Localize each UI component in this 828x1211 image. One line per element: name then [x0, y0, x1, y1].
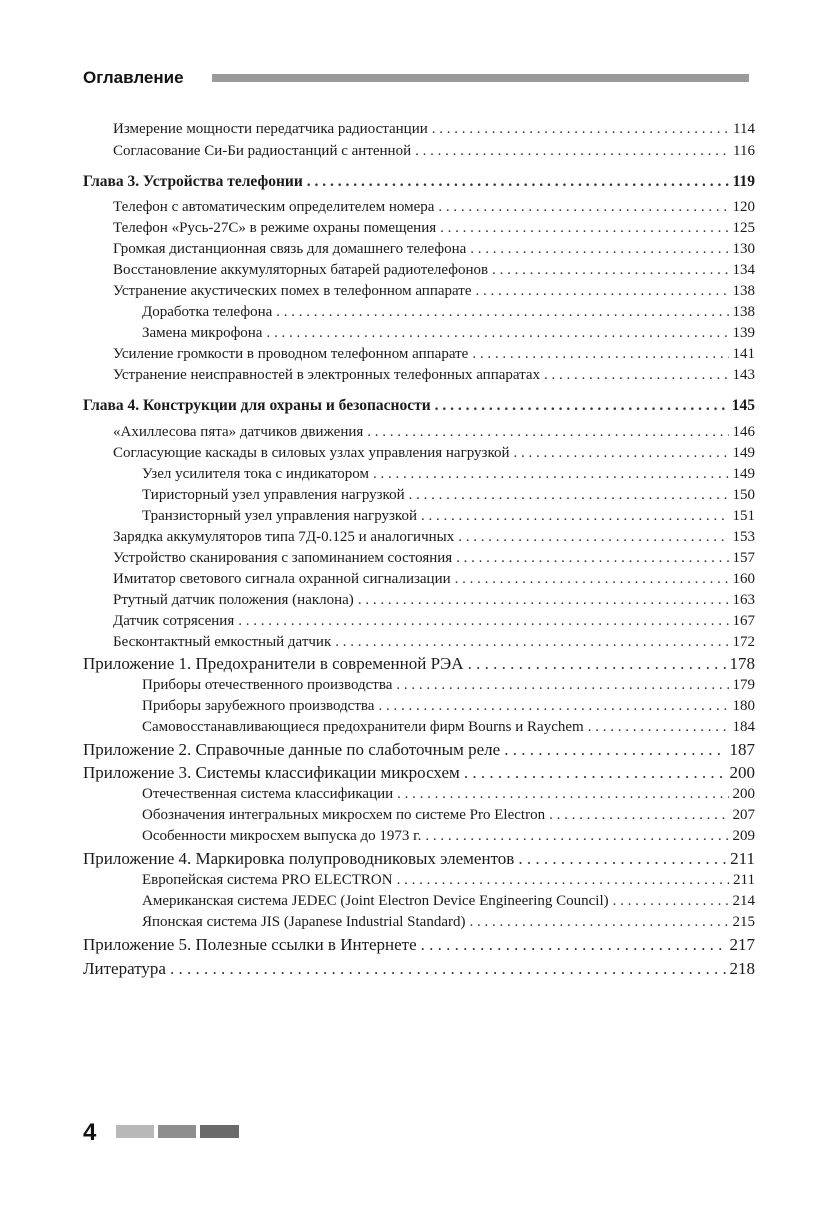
toc-page-number: 116 [733, 143, 755, 159]
toc-entry[interactable] [113, 199, 755, 219]
toc-leader [613, 893, 729, 910]
toc-entry[interactable] [113, 367, 755, 387]
toc-page-number: 214 [732, 893, 755, 909]
toc-subentry[interactable] [142, 466, 755, 486]
toc-page-number: 211 [730, 849, 755, 868]
toc-page-number: 211 [733, 872, 755, 888]
toc-page-number: 119 [732, 173, 755, 190]
toc-leader [456, 550, 728, 567]
toc-page-number: 209 [732, 828, 755, 844]
toc-leader [472, 346, 728, 363]
toc-leader [544, 367, 728, 384]
toc-leader [367, 424, 728, 441]
toc-leader [276, 304, 728, 321]
toc-page-number: 178 [729, 654, 755, 673]
toc-appendix[interactable] [83, 849, 755, 871]
toc-entry-title: Громкая дистанционная связь для домашнего телефона [113, 241, 467, 257]
toc-page-number: 138 [732, 283, 755, 299]
toc-entry[interactable] [113, 613, 755, 633]
toc-page-number: 163 [732, 592, 755, 608]
toc-leader [468, 654, 726, 674]
toc-appendix[interactable] [83, 959, 755, 981]
toc-entry-title: Согласование Си-Би радиостанций с антенной [113, 143, 412, 159]
toc-page-number: 200 [729, 763, 755, 782]
toc-subentry[interactable] [142, 807, 755, 827]
toc-entry-title: Японская система JIS (Japanese Industrial Standard) [142, 914, 466, 930]
toc-leader [170, 959, 726, 979]
toc-entry-title: Устранение акустических помех в телефонном аппарате [113, 283, 472, 299]
toc-entry-title: Приложение 5. Полезные ссылки в Интернете [83, 935, 417, 954]
toc-entry[interactable] [113, 424, 755, 444]
toc-entry-title: Телефон с автоматическим определителем номера [113, 199, 435, 215]
toc-page-number: 172 [732, 634, 755, 650]
page-number: 4 [83, 1119, 97, 1146]
footer-decoration-bar [116, 1125, 154, 1138]
toc-page-number: 146 [732, 424, 755, 440]
toc-leader [378, 698, 728, 715]
toc-entry[interactable] [113, 121, 755, 141]
toc-entry[interactable] [113, 634, 755, 654]
toc-entry-title: Замена микрофона [142, 325, 263, 341]
toc-appendix[interactable] [83, 654, 755, 676]
toc-chapter[interactable] [83, 173, 755, 195]
toc-entry-title: Бесконтактный емкостный датчик [113, 634, 332, 650]
toc-entry[interactable] [113, 143, 755, 163]
toc-subentry[interactable] [142, 508, 755, 528]
toc-entry-title: Приборы зарубежного производства [142, 698, 375, 714]
toc-page-number: 200 [732, 786, 755, 802]
toc-page-number: 187 [729, 740, 755, 759]
toc-leader [415, 143, 729, 160]
header-title: Оглавление [83, 68, 184, 87]
toc-page-number: 217 [729, 935, 755, 954]
toc-entry[interactable] [113, 571, 755, 591]
toc-page-number: 160 [732, 571, 755, 587]
toc-entry[interactable] [113, 283, 755, 303]
toc-leader [518, 849, 726, 869]
toc-page-number: 150 [732, 487, 755, 503]
toc-appendix[interactable] [83, 763, 755, 785]
toc-subentry[interactable] [142, 304, 755, 324]
toc-page-number: 134 [732, 262, 755, 278]
toc-subentry[interactable] [142, 893, 755, 913]
toc-entry[interactable] [113, 346, 755, 366]
toc-entry-title: Датчик сотрясения [113, 613, 235, 629]
toc-leader [266, 325, 728, 342]
toc-subentry[interactable] [142, 914, 755, 934]
footer-decoration-bar [158, 1125, 196, 1138]
toc-entry-title: Устранение неисправностей в электронных телефонных аппаратах [113, 367, 541, 383]
toc-page-number: 125 [732, 220, 755, 236]
toc-leader [335, 634, 728, 651]
toc-subentry[interactable] [142, 719, 755, 739]
toc-leader [421, 508, 729, 525]
toc-entry-title: Восстановление аккумуляторных батарей радиотелефонов [113, 262, 489, 278]
toc-entry-title: Тиристорный узел управления нагрузкой [142, 487, 405, 503]
toc-entry-title: Измерение мощности передатчика радиостанции [113, 121, 428, 137]
toc-entry-title: Глава 4. Конструкции для охраны и безопасности [83, 397, 431, 414]
toc-leader [492, 262, 728, 279]
toc-entry-title: Приложение 2. Справочные данные по слаботочным реле [83, 740, 501, 759]
toc-page-number: 139 [732, 325, 755, 341]
toc-leader [396, 677, 728, 694]
toc-entry-title: Усиление громкости в проводном телефонном аппарате [113, 346, 469, 362]
toc-page-number: 138 [732, 304, 755, 320]
footer-decoration-bar [200, 1125, 239, 1138]
toc-page-number: 167 [732, 613, 755, 629]
toc-subentry[interactable] [142, 872, 755, 892]
toc-entry[interactable] [113, 592, 755, 612]
toc-leader [435, 397, 728, 415]
toc-leader [476, 283, 729, 300]
toc-page-number: 184 [732, 719, 755, 735]
toc-page-number: 114 [733, 121, 755, 137]
toc-leader [469, 914, 728, 931]
toc-leader [425, 828, 728, 845]
toc-entry-title: Отечественная система классификации [142, 786, 394, 802]
toc-entry[interactable] [113, 550, 755, 570]
toc-entry[interactable] [113, 241, 755, 261]
toc-leader [397, 872, 729, 889]
toc-page-number: 153 [732, 529, 755, 545]
toc-entry-title: Особенности микросхем выпуска до 1973 г. [142, 828, 422, 844]
toc-leader [238, 613, 728, 630]
toc-entry-title: Самовосстанавливающиеся предохранители фирм Bourns и Raychem [142, 719, 584, 735]
toc-subentry[interactable] [142, 828, 755, 848]
toc-entry-title: Телефон «Русь-27С» в режиме охраны помещения [113, 220, 437, 236]
toc-entry-title: Глава 3. Устройства телефонии [83, 173, 303, 190]
toc-entry[interactable] [113, 529, 755, 549]
toc-page-number: 179 [732, 677, 755, 693]
toc-page-number: 157 [732, 550, 755, 566]
toc-entry-title: Согласующие каскады в силовых узлах управления нагрузкой [113, 445, 510, 461]
toc-chapter[interactable] [83, 397, 755, 419]
toc-entry-title: Имитатор светового сигнала охранной сигнализации [113, 571, 451, 587]
toc-entry-title: Ртутный датчик положения (наклона) [113, 592, 354, 608]
toc-entry-title: Приложение 3. Системы классификации микросхем [83, 763, 460, 782]
toc-page-number: 120 [732, 199, 755, 215]
toc-leader [397, 786, 728, 803]
toc-entry-title: Приложение 1. Предохранители в современной РЭА [83, 654, 464, 673]
toc-leader [373, 466, 728, 483]
toc-page-number: 151 [732, 508, 755, 524]
toc-subentry[interactable] [142, 786, 755, 806]
toc-entry-title: Приложение 4. Маркировка полупроводниковых элементов [83, 849, 515, 868]
toc-leader [358, 592, 729, 609]
toc-leader [470, 241, 728, 258]
toc-entry-title: Зарядка аккумуляторов типа 7Д-0.125 и аналогичных [113, 529, 455, 545]
toc-page-number: 143 [732, 367, 755, 383]
toc-leader [458, 529, 728, 546]
toc-entry-title: Приборы отечественного производства [142, 677, 393, 693]
toc-leader [588, 719, 729, 736]
toc-page-number: 207 [732, 807, 755, 823]
toc-page-number: 130 [732, 241, 755, 257]
toc-appendix[interactable] [83, 740, 755, 762]
toc-leader [432, 121, 729, 138]
toc-subentry[interactable] [142, 677, 755, 697]
toc-leader [514, 445, 729, 462]
toc-leader [409, 487, 729, 504]
toc-leader [438, 199, 728, 216]
toc-leader [464, 763, 726, 783]
toc-entry[interactable] [113, 220, 755, 240]
toc-entry[interactable] [113, 262, 755, 282]
toc-entry-title: Обозначения интегральных микросхем по системе Pro Electron [142, 807, 546, 823]
toc-subentry[interactable] [142, 698, 755, 718]
toc-leader [504, 740, 725, 760]
toc-leader [307, 173, 729, 191]
toc-leader [440, 220, 728, 237]
toc-page-number: 149 [732, 445, 755, 461]
toc-entry-title: Доработка телефона [142, 304, 273, 320]
toc-page-number: 145 [731, 397, 755, 414]
toc-page-number: 215 [732, 914, 755, 930]
toc-subentry[interactable] [142, 325, 755, 345]
toc-page-number: 218 [729, 959, 755, 978]
toc-subentry[interactable] [142, 487, 755, 507]
toc-entry-title: Литература [83, 959, 166, 978]
toc-leader [455, 571, 729, 588]
toc-entry-title: Американская система JEDEC (Joint Electron Device Engineering Council) [142, 893, 609, 909]
toc-appendix[interactable] [83, 935, 755, 957]
toc-leader [549, 807, 728, 824]
toc-entry-title: Транзисторный узел управления нагрузкой [142, 508, 417, 524]
toc-entry-title: Устройство сканирования с запоминанием состояния [113, 550, 453, 566]
toc-page-number: 180 [732, 698, 755, 714]
toc-entry[interactable] [113, 445, 755, 465]
toc-entry-title: «Ахиллесова пята» датчиков движения [113, 424, 364, 440]
toc-entry-title: Европейская система PRO ELECTRON [142, 872, 393, 888]
toc-leader [421, 935, 726, 955]
toc-page-number: 149 [732, 466, 755, 482]
toc-entry-title: Узел усилителя тока с индикатором [142, 466, 370, 482]
toc-page-number: 141 [732, 346, 755, 362]
